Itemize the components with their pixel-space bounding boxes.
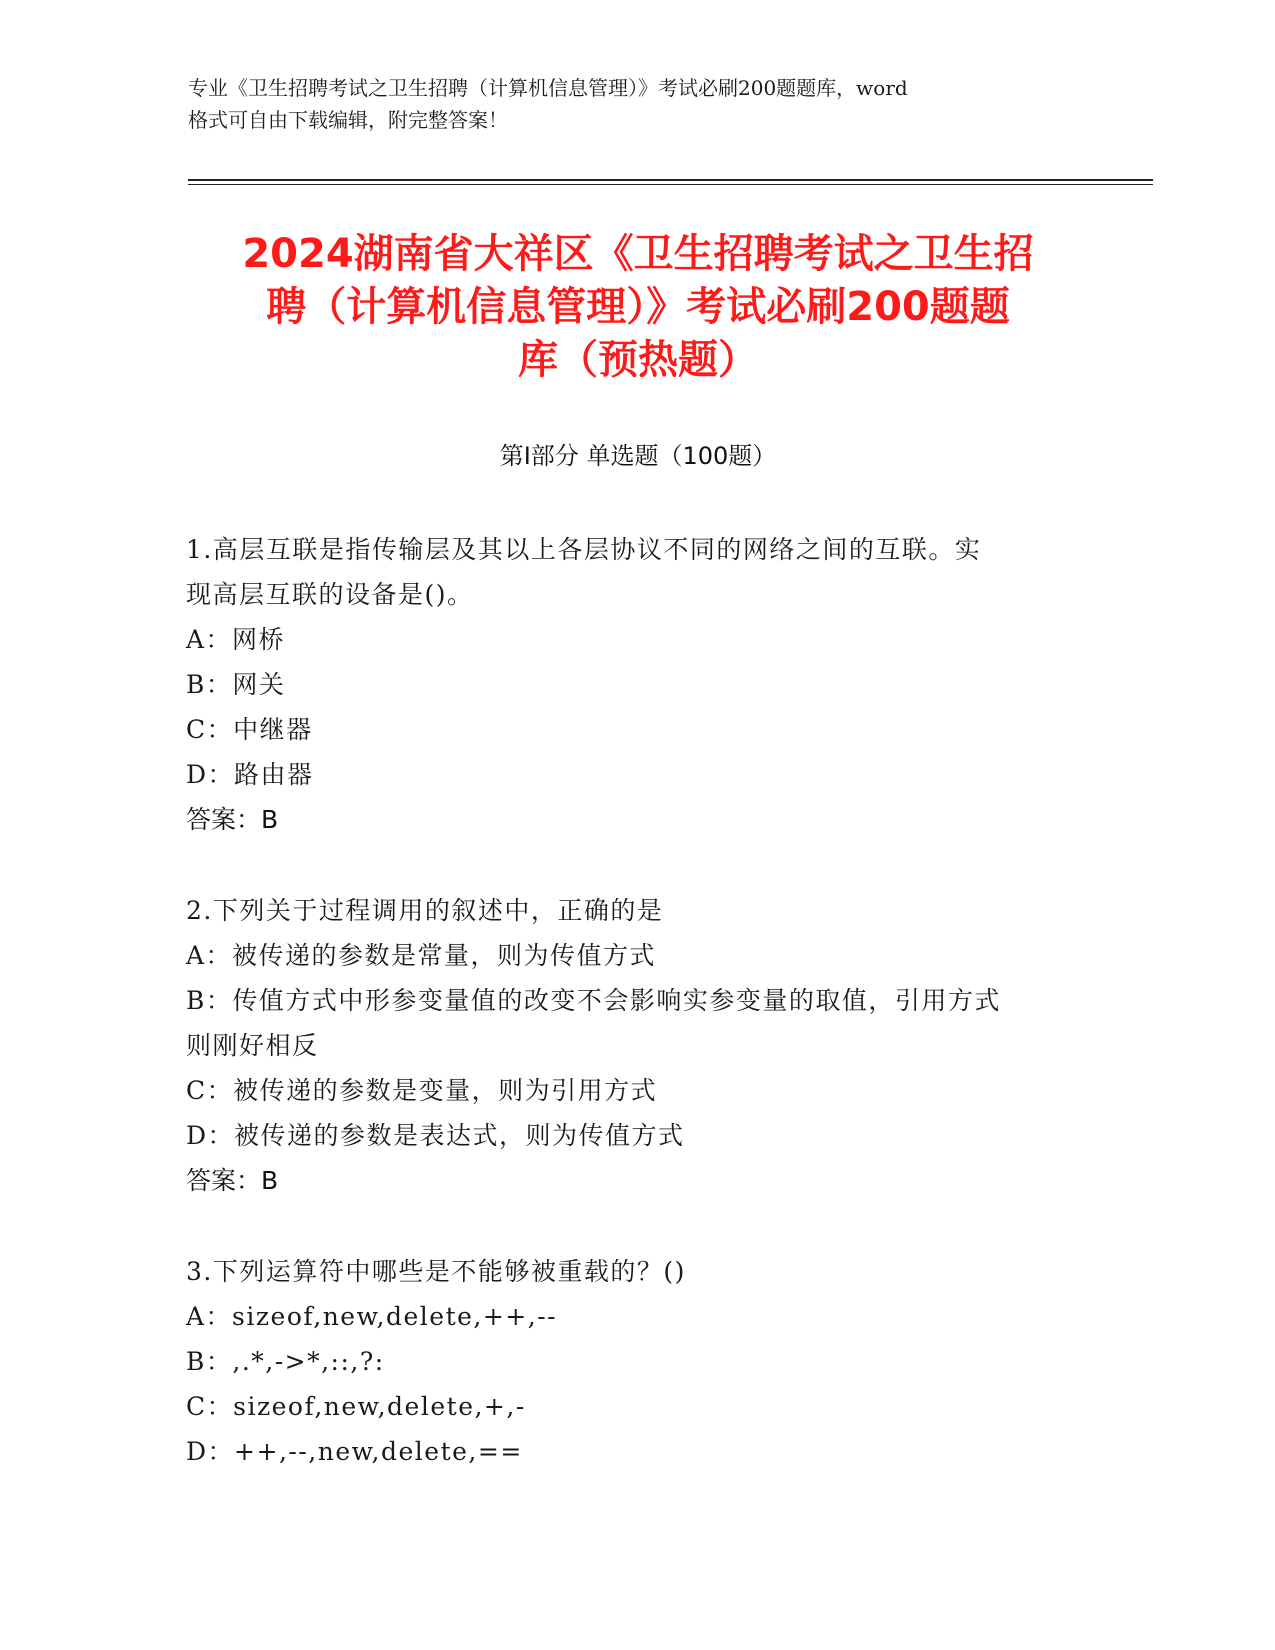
header-note — [188, 72, 1088, 136]
section-heading: 第Ⅰ部分 单选题（100题） — [499, 442, 777, 470]
document-title-line-1: 2024湖南省大祥区《卫生招聘考试之卫生招 — [242, 231, 1034, 277]
option-d: D：++,--,new,delete,== — [186, 1437, 523, 1466]
option-a: A：sizeof,new,delete,++,-- — [186, 1302, 558, 1331]
question-1 — [186, 527, 1086, 842]
question-2 — [186, 888, 1086, 1203]
option-c: C：sizeof,new,delete,+,- — [186, 1392, 526, 1421]
option-a: A：网桥 — [186, 625, 286, 654]
header-divider — [188, 179, 1153, 185]
option-b: B：,.*,->*,::,?: — [186, 1347, 385, 1376]
option-b: B：传值方式中形参变量值的改变不会影响实参变量的取值，引用方式 — [186, 986, 1001, 1015]
option-b-continued: 则刚好相反 — [186, 1031, 319, 1060]
header-note-line-1: 专业《卫生招聘考试之卫生招聘（计算机信息管理）》考试必刷200题题库，word — [188, 76, 908, 100]
question-list — [186, 527, 1086, 1520]
answer-line: 答案：B — [186, 805, 279, 834]
question-stem-line: 2.下列关于过程调用的叙述中，正确的是 — [186, 896, 664, 925]
document-title-line-3: 库（预热题） — [518, 337, 758, 383]
document-title-line-2: 聘（计算机信息管理）》考试必刷200题题 — [266, 284, 1010, 330]
document-title — [160, 228, 1116, 387]
option-a: A：被传递的参数是常量，则为传值方式 — [186, 941, 657, 970]
question-3 — [186, 1249, 1086, 1474]
question-stem-line: 1.高层互联是指传输层及其以上各层协议不同的网络之间的互联。实 — [186, 535, 982, 564]
question-stem-line: 现高层互联的设备是()。 — [186, 580, 474, 609]
answer-line: 答案：B — [186, 1166, 279, 1195]
header-note-line-2: 格式可自由下载编辑，附完整答案！ — [188, 108, 508, 132]
option-d: D：路由器 — [186, 760, 314, 789]
option-c: C：中继器 — [186, 715, 313, 744]
question-stem-line: 3.下列运算符中哪些是不能够被重载的？() — [186, 1257, 686, 1286]
option-c: C：被传递的参数是变量，则为引用方式 — [186, 1076, 658, 1105]
option-b: B：网关 — [186, 670, 286, 699]
option-d: D：被传递的参数是表达式，则为传值方式 — [186, 1121, 685, 1150]
